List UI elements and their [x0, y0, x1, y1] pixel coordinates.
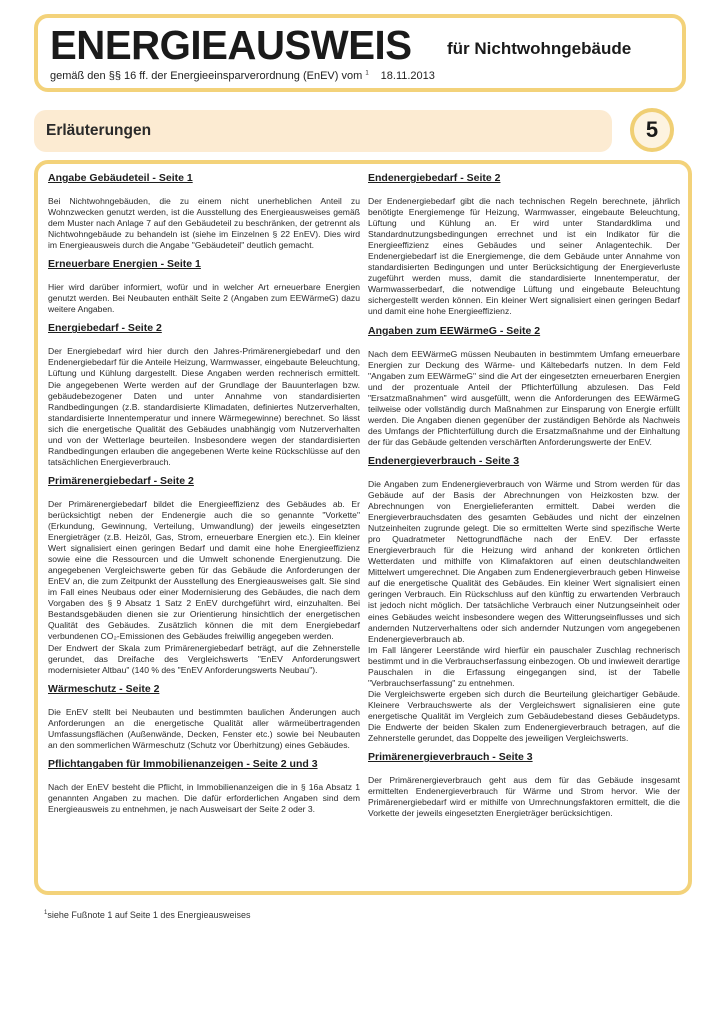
footnote — [44, 910, 250, 920]
section-paragraph: Die Vergleichswerte ergeben sich durch die Beurteilung gleichartiger Gebäude. Kleinere Verbrauchswerte als der Vergleichswert signalisieren eine gute energetische Qualität im Vergleich zum Gebäudebestand dieses Gebäudetyps. Die Endwerte der beiden Skalen zum Endenergieverbrauch betragen, auf die Zehnerstelle gerundet, das Doppelte des jeweiligen Vergleichswerts. — [368, 688, 680, 744]
section-heading: Pflichtangaben für Immobilienanzeigen - Seite 2 und 3 — [48, 757, 318, 770]
document-header — [34, 14, 686, 92]
section-body — [48, 282, 360, 315]
page-number: 5 — [645, 117, 659, 142]
explanations-panel — [34, 160, 692, 895]
section-paragraph: Der Endwert der Skala zum Primärenergiebedarf beträgt, auf die Zehnerstelle gerundet, das Dreifache des Vergleichswerts "EnEV Anforderungswert modernisieter Altbau" (140 % des "EnEV Anforderungswerts Neubau"). — [48, 642, 360, 675]
section-paragraph: Der Primärenergiebedarf bildet die Energieeffizienz des Gebäudes ab. Er berücksichtigt neben der Endenergie auch die so genannte "Vorkette" (Erkundung, Gewinnung, Verteilung, Umwandlung) der jeweils eingesetzten Energieträger (z.B. Heizöl, Gas, Strom, erneuerbare Energien etc.). Ein kleiner Wert signalisiert einen geringen Bedarf und damit eine hohe Energieeffizienz sowie eine die Ressourcen und die Umwelt schonende Energienutzung. Die angegebenen Vergleichswerte geben für das Gebäude die Anforderungen der EnEV an, die zum Zeitpunkt der Ausstellung des Energieausweises galt. Sie sind im Fall eines Neubaus oder einer Modernisierung des Gebäudes, die nach dem Vorgaben des § 9 Absatz 1 Satz 2 EnEV durchgeführt wird, einzuhalten. Bei Bestandsgebäuden dienen sie zur Orientierung hinsichtlich der energetischen Qualität des Gebäudes. Zusätzlich können die mit dem Energiebedarf verbundenen CO₂-Emissionen des Gebäudes freiwillig angegeben werden. — [48, 498, 360, 642]
issue-date: 18.11.2013 — [380, 70, 435, 82]
section-paragraph: Nach dem EEWärmeG müssen Neubauten in bestimmtem Umfang erneuerbare Energien zur Deckung des Wärme- und Kältebedarfs nutzen. In dem Feld "Angaben zum EEWärmeG" sind die Art der eingesetzten erneuerbaren Energien und der prozentuale Anteil der Pflichterfüllung abzulesen. Das Feld "Ersatzmaßnahmen" wird ausgefüllt, wenn die Anforderungen des EEWärmeG teilweise oder vollständig durch Maßnahmen zur Einsparung von Energie erfüllt werden. Die Angaben dienen gegenüber der zuständigen Behörde als Nachweis des Umfangs der Pflichterfüllung durch die Ersatzmaßnahme und der Einhaltung der für das Gebäude geltenden verschärften Anforderungswerte der EnEV. — [368, 348, 680, 447]
right-column — [368, 172, 680, 826]
section-heading: Endenergieverbrauch - Seite 3 — [368, 454, 520, 467]
section-body — [48, 196, 360, 251]
section-paragraph: Der Energiebedarf wird hier durch den Jahres-Primärenergiebedarf und den Endenergiebedarf für die Anteile Heizung, Warmwasser, eingebaute Beleuchtung, Lüftung und Kühlung dargestellt. Diese Angaben werden rechnerisch ermittelt. Die angegebenen Werte werden auf der Grundlage der Bauunterlagen bzw. gebäudebezogener Daten und unter Annahme von standardisierten Randbedingungen (z.B. standardisierte Klimadaten, definiertes Nutzerverhalten, standardisierte Innentemperatur und innere Wärmegewinne) berechnet. So lässt sich die energetische Qualität des Gebäudes unabhängig vom Nutzerverhalten und von der Wetterlage beurteilen. Insbesondere wegen der standardisierten Randbedingungen erlauben die angegebenen Werte keine Rückschlüsse auf den tatsächlichen Energieverbrauch. — [48, 346, 360, 467]
section-body — [48, 707, 360, 751]
section-paragraph: Nach der EnEV besteht die Pflicht, in Immobilienanzeigen die in § 16a Absatz 1 genannten Angaben zu machen. Die dafür erforderlichen Angaben sind dem Energieausweis zu entnehmen, je nach Ausweisart der Seite 2 oder 3. — [48, 781, 360, 814]
section-paragraph: Der Primärenergieverbrauch geht aus dem für das Gebäude insgesamt ermittelten Endenergieverbrauch für Wärme und Strom hervor. Wie der Primärenergiebedarf wird er mithilfe von Umrechnungsfaktoren ermittelt, die die Vorkette der jeweils eingesetzten Energieträger berücksichtigen. — [368, 775, 680, 819]
section-title: Erläuterungen — [46, 122, 152, 139]
section-paragraph: Im Fall längerer Leerstände wird hierfür ein pauschaler Zuschlag rechnerisch bestimmt und in die Verbrauchserfassung einbezogen. Ob und inwieweit derartige Pauschalen in die Erfassung eingegangen sind, ist der Tabelle "Verbrauchserfassung" zu entnehmen. — [368, 644, 680, 688]
section-body — [48, 346, 360, 468]
footnote-text: siehe Fußnote 1 auf Seite 1 des Energieausweises — [47, 910, 251, 920]
document-title — [50, 22, 419, 69]
section-heading: Wärmeschutz - Seite 2 — [48, 682, 160, 695]
section-body — [368, 479, 680, 744]
section-bar — [34, 110, 612, 152]
legal-basis-line — [50, 70, 435, 82]
section-paragraph: Der Endenergiebedarf gibt die nach technischen Regeln berechnete, jährlich benötigte Energiemenge für Heizung, Warmwasser, eingebaute Beleuchtung, Lüftung und Kühlung an. Er wird unter Standardklima und Standardnutzungsbedingungen errechnet und ist ein Indikator für die Energieeffizienz eines Gebäudes und seiner Anlagentechik. Der Endenergiebedarf ist die Energiemenge, die dem Gebäude unter Annahme von standardisierten Bedingungen und unter Berücksichtigung der Energieverluste zugeführt werden muss, damit die standardisierte Innentemperatur, der Warmwasserbedarf, die notwendige Lüftung und eingebaute Beleuchtung sichergestellt werden können. Ein kleiner Wert signalisiert einen geringen Bedarf und damit eine hohe Energieeffizienz. — [368, 196, 680, 317]
section-paragraph: Bei Nichtwohngebäuden, die zu einem nicht unerheblichen Anteil zu Wohnzwecken genutzt werden, ist die Ausstellung des Energieausweises gemäß dem Muster nach Anlage 7 auf den Gebäudeteil zu beschränken, der getrennt als Nichtwohngebäude zu behandeln ist (siehe im Einzelnen § 22 EnEV). Dies wird im Energieausweis durch die Angabe "Gebäudeteil" deutlich gemacht. — [48, 196, 360, 251]
section-heading: Endenergiebedarf - Seite 2 — [368, 172, 501, 184]
section-heading: Angaben zum EEWärmeG - Seite 2 — [368, 324, 541, 337]
section-heading: Primärenergiebedarf - Seite 2 — [48, 474, 194, 487]
section-body — [368, 775, 680, 819]
footnote-number: 1 — [44, 910, 48, 916]
left-column — [48, 172, 360, 822]
legal-basis-text: gemäß den §§ 16 ff. der Energieeinsparverordnung (EnEV) vom — [50, 70, 366, 82]
section-heading: Energiebedarf - Seite 2 — [48, 322, 162, 335]
title-subtitle: für Nichtwohngebäude — [447, 39, 632, 58]
section-paragraph: Hier wird darüber informiert, wofür und in welcher Art erneuerbare Energien genutzt werden. Bei Neubauten enthält Seite 2 (Angaben zum EEWärmeG) dazu weitere Angaben. — [48, 282, 360, 315]
footnote-marker: 1 — [365, 70, 369, 77]
page-number-badge — [630, 108, 674, 152]
section-body — [48, 499, 360, 676]
section-heading: Primärenergieverbrauch - Seite 3 — [368, 751, 533, 764]
section-paragraph: Die Angaben zum Endenergieverbrauch von Wärme und Strom werden für das Gebäude auf der Basis der Abrechnungen von Heizkosten bzw. der Abrechnungen von Energielieferanten ermittelt. Dabei werden die Energieverbrauchsdaten des gesamten Gebäudes und nicht der einzelnen Nutzeinheiten zugrunde gelegt. Die so ermittelten Werte sind spezifische Werte pro Quadratmeter Nettogrundfläche nach der EnEV. Der erfasste Energieverbrauch für die Heizung wird anhand der konkreten örtlichen Wetterdaten und mithilfe von Klimafaktoren auf einen deutschlandweiten Mittelwert umgerechnet. Die Angaben zum Endenergieverbrauch geben Hinweise auf die energetische Qualität des Gebäudes. Ein kleiner Wert signalisiert einen geringen Verbrauch. Ein Rückschluss auf den künftig zu erwartenden Verbrauch ist jedoch nicht möglich. Der tatsächliche Verbrauch einer Nutzungseinheit oder eines Gebäudes weicht insbesondere wegen des Witterungseinflusses und sich andernden Nutzerverhaltens oder sich andernder Nutzungen vom angegebenen Endenergieverbrauch ab. — [368, 478, 680, 644]
section-heading: Angabe Gebäudeteil - Seite 1 — [48, 172, 193, 184]
section-body — [368, 349, 680, 448]
section-body — [48, 782, 360, 815]
title-main: ENERGIEAUSWEIS — [50, 22, 412, 68]
section-paragraph: Die EnEV stellt bei Neubauten und bestimmten baulichen Änderungen auch Anforderungen an die energetische Qualität aller wärmeübertragenden Umfassungsflächen (Außenwände, Decken, Fenster etc.) sowie bei Neubauten an den sommerlichen Wärmeschutz (Schutz vor Überhitzung) eines Gebäudes. — [48, 706, 360, 750]
section-body — [368, 196, 680, 318]
section-heading: Erneuerbare Energien - Seite 1 — [48, 258, 201, 271]
